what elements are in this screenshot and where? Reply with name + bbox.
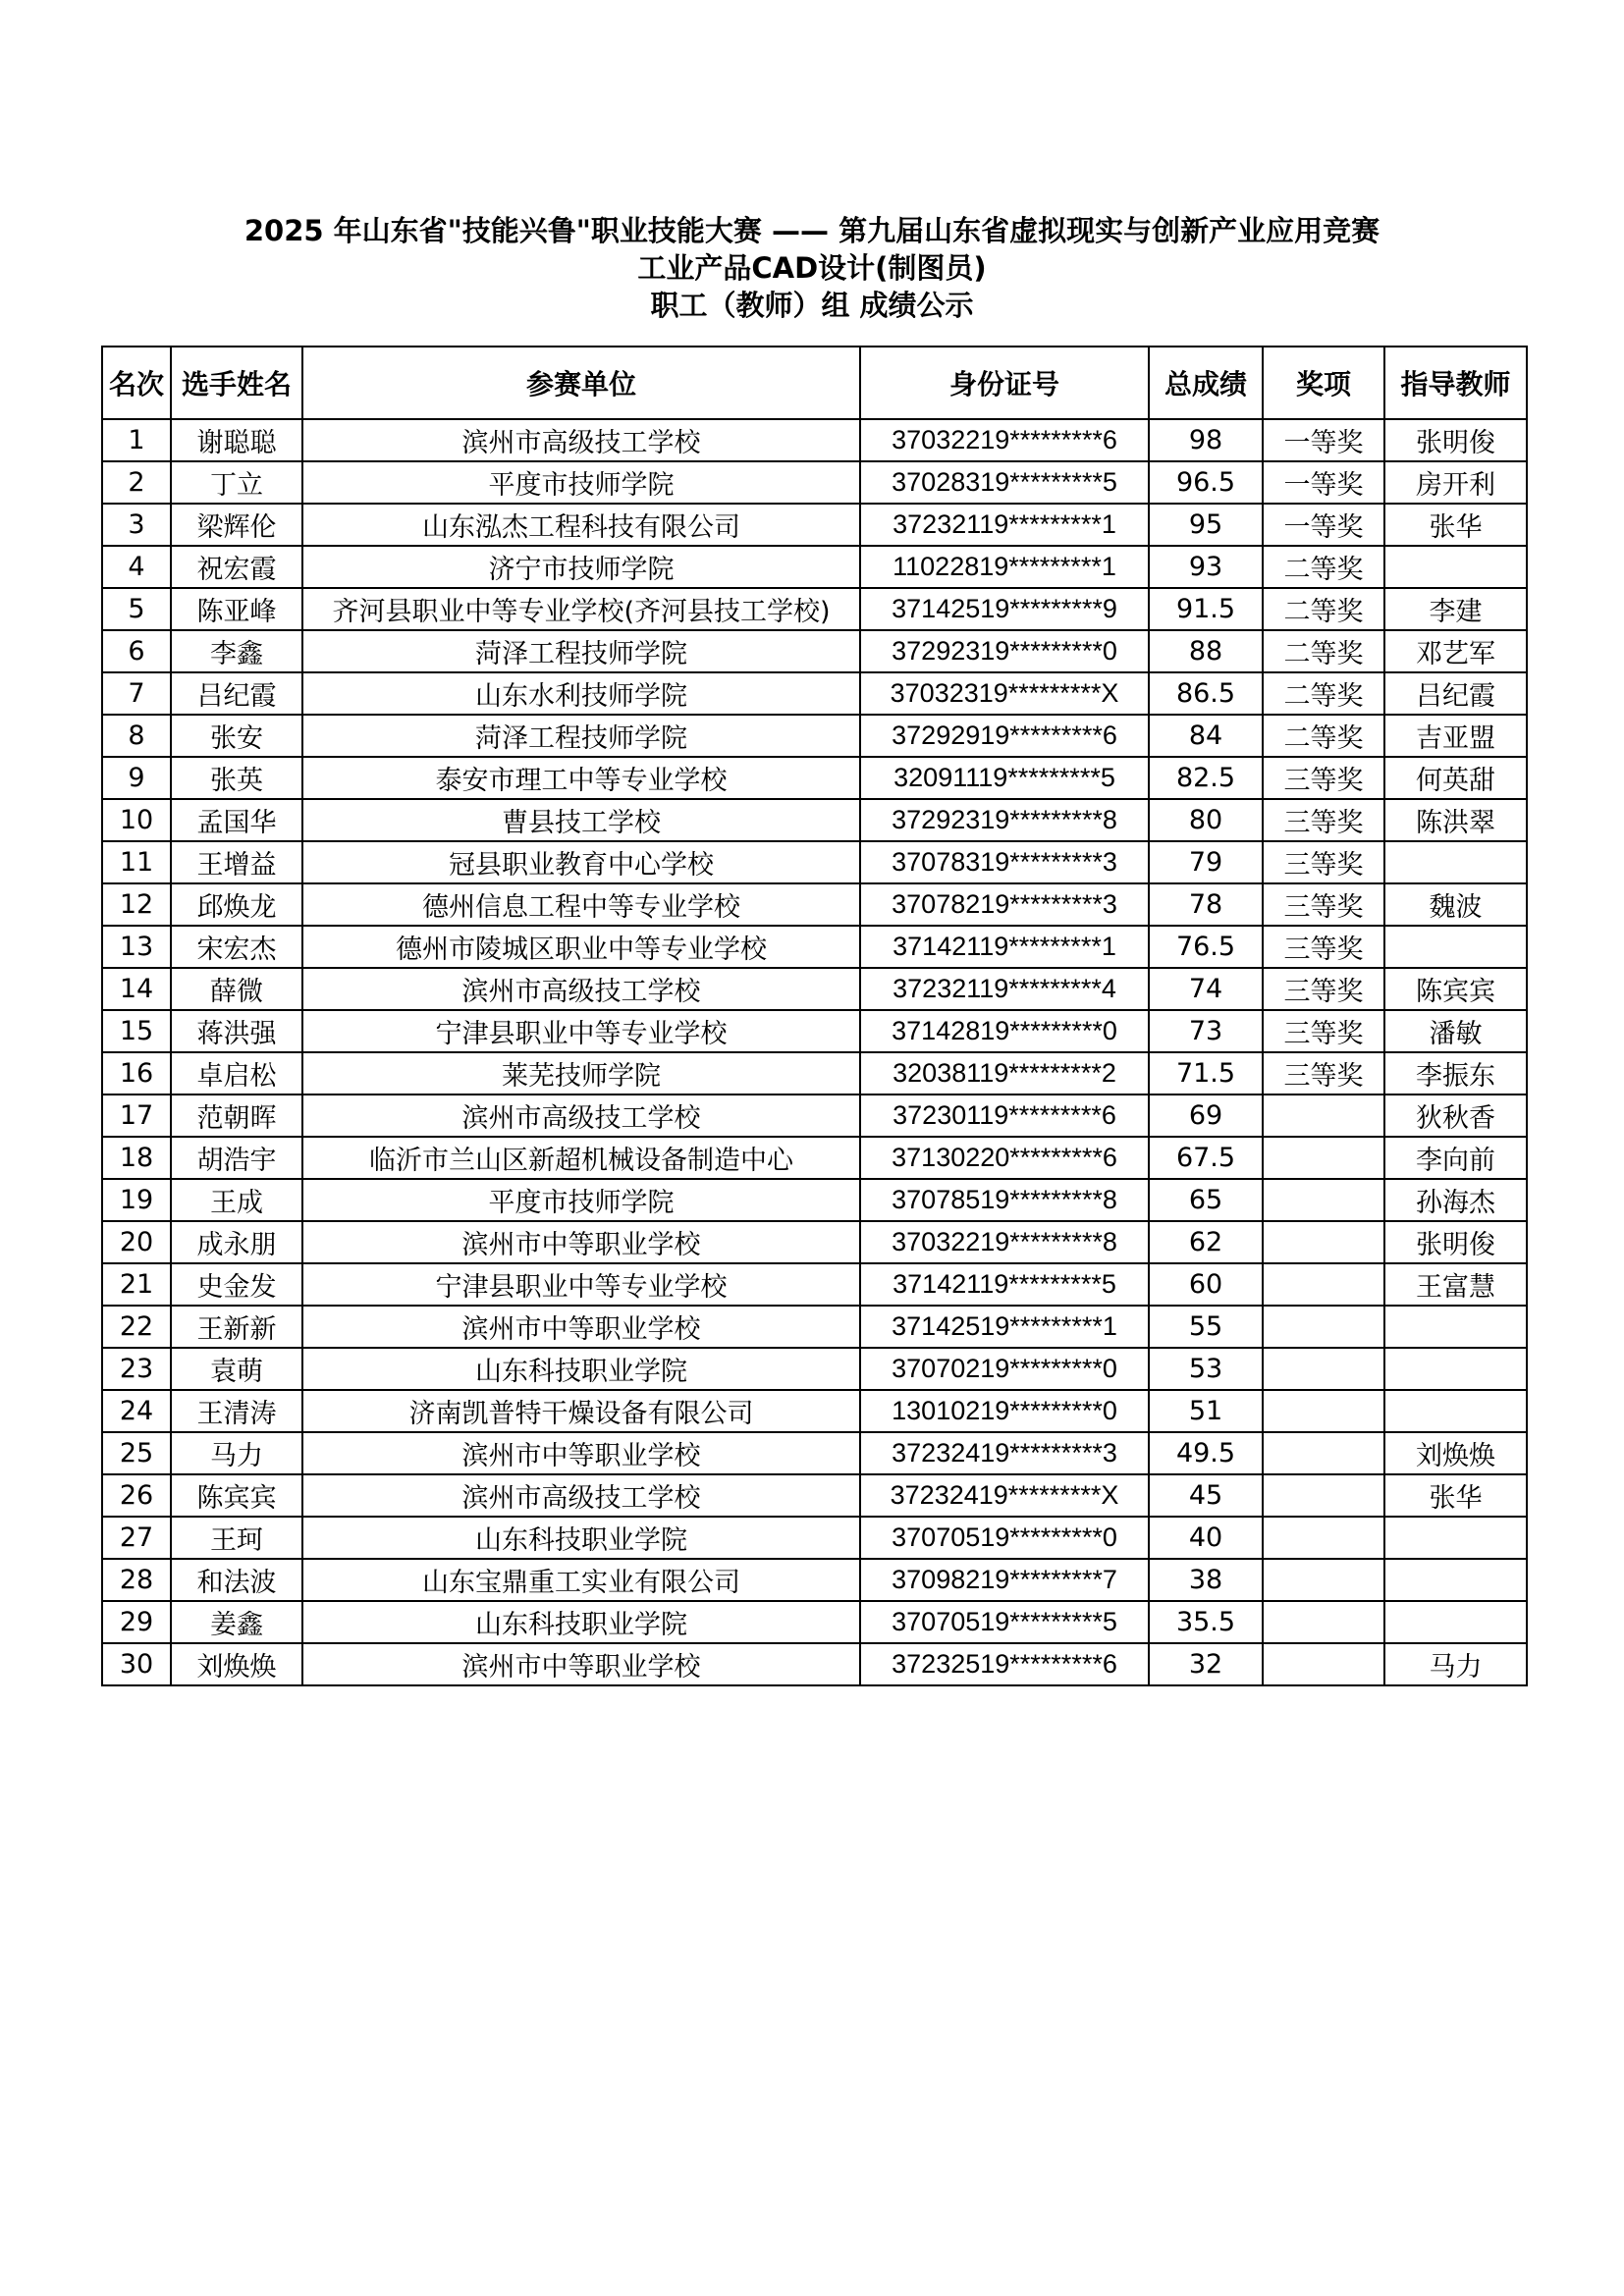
table-row <box>102 926 1527 968</box>
cell-rank: 6 <box>102 630 171 672</box>
cell-unit: 德州信息工程中等专业学校 <box>302 883 860 926</box>
table-row <box>102 546 1527 588</box>
cell-score: 82.5 <box>1149 757 1263 799</box>
cell-name: 胡浩宇 <box>171 1137 302 1179</box>
cell-id-number: 37142819*********0 <box>860 1010 1149 1052</box>
cell-unit: 山东科技职业学院 <box>302 1601 860 1643</box>
table-row <box>102 504 1527 546</box>
cell-unit: 山东科技职业学院 <box>302 1348 860 1390</box>
cell-teacher <box>1384 1559 1527 1601</box>
cell-score: 84 <box>1149 715 1263 757</box>
header-id: 身份证号 <box>860 347 1149 419</box>
cell-rank: 20 <box>102 1221 171 1263</box>
header-score: 总成绩 <box>1149 347 1263 419</box>
cell-id-number: 37078519*********8 <box>860 1179 1149 1221</box>
cell-id-number: 37098219*********7 <box>860 1559 1149 1601</box>
cell-score: 55 <box>1149 1306 1263 1348</box>
cell-award: 三等奖 <box>1263 968 1384 1010</box>
cell-id-number: 11022819*********1 <box>860 546 1149 588</box>
table-header-row <box>102 347 1527 419</box>
cell-award: 三等奖 <box>1263 1052 1384 1095</box>
cell-award <box>1263 1137 1384 1179</box>
header-name: 选手姓名 <box>171 347 302 419</box>
cell-rank: 24 <box>102 1390 171 1432</box>
cell-name: 吕纪霞 <box>171 672 302 715</box>
cell-teacher: 李向前 <box>1384 1137 1527 1179</box>
cell-score: 91.5 <box>1149 588 1263 630</box>
table-row <box>102 1517 1527 1559</box>
cell-unit: 冠县职业教育中心学校 <box>302 841 860 883</box>
cell-award: 二等奖 <box>1263 672 1384 715</box>
cell-teacher: 张明俊 <box>1384 419 1527 461</box>
cell-score: 53 <box>1149 1348 1263 1390</box>
table-row <box>102 715 1527 757</box>
table-row <box>102 419 1527 461</box>
cell-name: 王清涛 <box>171 1390 302 1432</box>
cell-score: 79 <box>1149 841 1263 883</box>
cell-rank: 9 <box>102 757 171 799</box>
cell-score: 93 <box>1149 546 1263 588</box>
table-row <box>102 630 1527 672</box>
cell-name: 谢聪聪 <box>171 419 302 461</box>
cell-teacher: 张华 <box>1384 1474 1527 1517</box>
cell-teacher: 马力 <box>1384 1643 1527 1685</box>
cell-rank: 30 <box>102 1643 171 1685</box>
cell-id-number: 37230119*********6 <box>860 1095 1149 1137</box>
cell-teacher: 吕纪霞 <box>1384 672 1527 715</box>
cell-unit: 曹县技工学校 <box>302 799 860 841</box>
cell-name: 范朝晖 <box>171 1095 302 1137</box>
cell-teacher: 潘敏 <box>1384 1010 1527 1052</box>
table-row <box>102 1348 1527 1390</box>
results-table-body <box>102 419 1527 1685</box>
cell-unit: 山东科技职业学院 <box>302 1517 860 1559</box>
cell-id-number: 37232419*********3 <box>860 1432 1149 1474</box>
cell-teacher: 陈洪翠 <box>1384 799 1527 841</box>
table-row <box>102 672 1527 715</box>
table-row <box>102 588 1527 630</box>
cell-id-number: 37232419*********X <box>860 1474 1149 1517</box>
cell-award <box>1263 1263 1384 1306</box>
cell-rank: 17 <box>102 1095 171 1137</box>
cell-unit: 滨州市高级技工学校 <box>302 968 860 1010</box>
cell-award: 一等奖 <box>1263 504 1384 546</box>
cell-rank: 29 <box>102 1601 171 1643</box>
cell-id-number: 37292919*********6 <box>860 715 1149 757</box>
cell-id-number: 37292319*********0 <box>860 630 1149 672</box>
cell-unit: 齐河县职业中等专业学校(齐河县技工学校) <box>302 588 860 630</box>
cell-teacher: 刘焕焕 <box>1384 1432 1527 1474</box>
cell-score: 95 <box>1149 504 1263 546</box>
cell-award <box>1263 1517 1384 1559</box>
cell-name: 宋宏杰 <box>171 926 302 968</box>
cell-award: 三等奖 <box>1263 799 1384 841</box>
cell-name: 刘焕焕 <box>171 1643 302 1685</box>
table-row <box>102 1179 1527 1221</box>
cell-unit: 济南凯普特干燥设备有限公司 <box>302 1390 860 1432</box>
cell-id-number: 37032319*********X <box>860 672 1149 715</box>
cell-rank: 13 <box>102 926 171 968</box>
cell-score: 88 <box>1149 630 1263 672</box>
table-row <box>102 883 1527 926</box>
cell-unit: 山东水利技师学院 <box>302 672 860 715</box>
cell-teacher: 何英甜 <box>1384 757 1527 799</box>
cell-score: 74 <box>1149 968 1263 1010</box>
cell-award: 二等奖 <box>1263 715 1384 757</box>
cell-unit: 宁津县职业中等专业学校 <box>302 1010 860 1052</box>
cell-award <box>1263 1095 1384 1137</box>
cell-id-number: 13010219*********0 <box>860 1390 1149 1432</box>
title-line-1: 2025 年山东省"技能兴鲁"职业技能大赛 —— 第九届山东省虚拟现实与创新产业应用竞赛 <box>244 214 1380 247</box>
cell-unit: 菏泽工程技师学院 <box>302 630 860 672</box>
cell-teacher <box>1384 1517 1527 1559</box>
cell-award <box>1263 1179 1384 1221</box>
cell-id-number: 37292319*********8 <box>860 799 1149 841</box>
cell-id-number: 37142519*********9 <box>860 588 1149 630</box>
cell-teacher <box>1384 546 1527 588</box>
table-row <box>102 1010 1527 1052</box>
cell-unit: 德州市陵城区职业中等专业学校 <box>302 926 860 968</box>
cell-id-number: 37070219*********0 <box>860 1348 1149 1390</box>
cell-teacher <box>1384 926 1527 968</box>
cell-teacher: 王富慧 <box>1384 1263 1527 1306</box>
cell-name: 蒋洪强 <box>171 1010 302 1052</box>
cell-unit: 滨州市中等职业学校 <box>302 1432 860 1474</box>
cell-score: 80 <box>1149 799 1263 841</box>
table-row <box>102 841 1527 883</box>
cell-teacher: 张明俊 <box>1384 1221 1527 1263</box>
cell-id-number: 37142119*********1 <box>860 926 1149 968</box>
cell-award: 三等奖 <box>1263 757 1384 799</box>
cell-name: 张安 <box>171 715 302 757</box>
cell-name: 张英 <box>171 757 302 799</box>
cell-award <box>1263 1474 1384 1517</box>
cell-id-number: 32091119*********5 <box>860 757 1149 799</box>
cell-id-number: 37232519*********6 <box>860 1643 1149 1685</box>
cell-unit: 滨州市高级技工学校 <box>302 419 860 461</box>
cell-teacher: 李建 <box>1384 588 1527 630</box>
cell-rank: 28 <box>102 1559 171 1601</box>
cell-score: 78 <box>1149 883 1263 926</box>
cell-award: 一等奖 <box>1263 461 1384 504</box>
cell-rank: 25 <box>102 1432 171 1474</box>
cell-name: 薛微 <box>171 968 302 1010</box>
cell-id-number: 37232119*********1 <box>860 504 1149 546</box>
cell-award <box>1263 1306 1384 1348</box>
cell-score: 71.5 <box>1149 1052 1263 1095</box>
cell-teacher <box>1384 1348 1527 1390</box>
cell-rank: 16 <box>102 1052 171 1095</box>
cell-rank: 23 <box>102 1348 171 1390</box>
table-row <box>102 1474 1527 1517</box>
cell-award <box>1263 1390 1384 1432</box>
table-row <box>102 799 1527 841</box>
cell-rank: 10 <box>102 799 171 841</box>
cell-id-number: 37078219*********3 <box>860 883 1149 926</box>
cell-id-number: 37142119*********5 <box>860 1263 1149 1306</box>
cell-award <box>1263 1601 1384 1643</box>
table-row <box>102 1432 1527 1474</box>
cell-score: 65 <box>1149 1179 1263 1221</box>
cell-name: 李鑫 <box>171 630 302 672</box>
cell-score: 76.5 <box>1149 926 1263 968</box>
cell-name: 姜鑫 <box>171 1601 302 1643</box>
cell-score: 67.5 <box>1149 1137 1263 1179</box>
cell-score: 60 <box>1149 1263 1263 1306</box>
cell-name: 陈亚峰 <box>171 588 302 630</box>
cell-score: 98 <box>1149 419 1263 461</box>
cell-rank: 12 <box>102 883 171 926</box>
cell-score: 35.5 <box>1149 1601 1263 1643</box>
results-table <box>101 346 1528 1686</box>
table-row <box>102 1137 1527 1179</box>
cell-rank: 19 <box>102 1179 171 1221</box>
cell-teacher <box>1384 1306 1527 1348</box>
cell-id-number: 37142519*********1 <box>860 1306 1149 1348</box>
cell-rank: 26 <box>102 1474 171 1517</box>
cell-unit: 滨州市中等职业学校 <box>302 1643 860 1685</box>
cell-id-number: 37032219*********8 <box>860 1221 1149 1263</box>
cell-rank: 1 <box>102 419 171 461</box>
cell-teacher: 张华 <box>1384 504 1527 546</box>
cell-score: 86.5 <box>1149 672 1263 715</box>
cell-rank: 2 <box>102 461 171 504</box>
cell-id-number: 32038119*********2 <box>860 1052 1149 1095</box>
cell-teacher: 陈宾宾 <box>1384 968 1527 1010</box>
cell-name: 丁立 <box>171 461 302 504</box>
cell-name: 王增益 <box>171 841 302 883</box>
cell-unit: 滨州市中等职业学校 <box>302 1221 860 1263</box>
cell-id-number: 37028319*********5 <box>860 461 1149 504</box>
cell-name: 和法波 <box>171 1559 302 1601</box>
header-teacher: 指导教师 <box>1384 347 1527 419</box>
cell-teacher: 李振东 <box>1384 1052 1527 1095</box>
header-award: 奖项 <box>1263 347 1384 419</box>
cell-name: 卓启松 <box>171 1052 302 1095</box>
cell-teacher: 房开利 <box>1384 461 1527 504</box>
cell-name: 梁辉伦 <box>171 504 302 546</box>
cell-teacher: 吉亚盟 <box>1384 715 1527 757</box>
cell-award <box>1263 1559 1384 1601</box>
cell-score: 38 <box>1149 1559 1263 1601</box>
cell-unit: 莱芜技师学院 <box>302 1052 860 1095</box>
header-unit: 参赛单位 <box>302 347 860 419</box>
cell-name: 王新新 <box>171 1306 302 1348</box>
cell-award <box>1263 1348 1384 1390</box>
cell-teacher <box>1384 1390 1527 1432</box>
cell-rank: 5 <box>102 588 171 630</box>
table-row <box>102 968 1527 1010</box>
cell-rank: 4 <box>102 546 171 588</box>
title-line-2: 工业产品CAD设计(制图员) <box>637 251 987 285</box>
cell-unit: 宁津县职业中等专业学校 <box>302 1263 860 1306</box>
cell-rank: 21 <box>102 1263 171 1306</box>
cell-rank: 11 <box>102 841 171 883</box>
cell-unit: 菏泽工程技师学院 <box>302 715 860 757</box>
cell-rank: 22 <box>102 1306 171 1348</box>
cell-score: 40 <box>1149 1517 1263 1559</box>
cell-id-number: 37232119*********4 <box>860 968 1149 1010</box>
cell-award: 一等奖 <box>1263 419 1384 461</box>
cell-name: 史金发 <box>171 1263 302 1306</box>
cell-award: 三等奖 <box>1263 926 1384 968</box>
cell-unit: 平度市技师学院 <box>302 461 860 504</box>
document-title-block <box>0 212 1624 324</box>
cell-unit: 滨州市高级技工学校 <box>302 1095 860 1137</box>
cell-name: 王珂 <box>171 1517 302 1559</box>
cell-name: 袁萌 <box>171 1348 302 1390</box>
cell-unit: 济宁市技师学院 <box>302 546 860 588</box>
cell-award <box>1263 1432 1384 1474</box>
cell-name: 马力 <box>171 1432 302 1474</box>
table-row <box>102 1221 1527 1263</box>
cell-unit: 山东泓杰工程科技有限公司 <box>302 504 860 546</box>
cell-id-number: 37032219*********6 <box>860 419 1149 461</box>
cell-unit: 滨州市中等职业学校 <box>302 1306 860 1348</box>
cell-score: 51 <box>1149 1390 1263 1432</box>
cell-id-number: 37070519*********5 <box>860 1601 1149 1643</box>
cell-name: 王成 <box>171 1179 302 1221</box>
table-row <box>102 1601 1527 1643</box>
cell-teacher: 孙海杰 <box>1384 1179 1527 1221</box>
cell-award: 三等奖 <box>1263 883 1384 926</box>
cell-unit: 滨州市高级技工学校 <box>302 1474 860 1517</box>
table-row <box>102 1052 1527 1095</box>
cell-id-number: 37130220*********6 <box>860 1137 1149 1179</box>
cell-rank: 7 <box>102 672 171 715</box>
header-rank: 名次 <box>102 347 171 419</box>
cell-score: 73 <box>1149 1010 1263 1052</box>
title-line-3: 职工（教师）组 成绩公示 <box>650 289 974 322</box>
cell-score: 62 <box>1149 1221 1263 1263</box>
cell-rank: 8 <box>102 715 171 757</box>
cell-unit: 山东宝鼎重工实业有限公司 <box>302 1559 860 1601</box>
cell-name: 邱焕龙 <box>171 883 302 926</box>
table-row <box>102 461 1527 504</box>
cell-name: 成永朋 <box>171 1221 302 1263</box>
cell-id-number: 37070519*********0 <box>860 1517 1149 1559</box>
cell-rank: 3 <box>102 504 171 546</box>
cell-award: 三等奖 <box>1263 1010 1384 1052</box>
cell-rank: 15 <box>102 1010 171 1052</box>
cell-teacher: 魏波 <box>1384 883 1527 926</box>
cell-rank: 18 <box>102 1137 171 1179</box>
table-row <box>102 1263 1527 1306</box>
cell-award <box>1263 1643 1384 1685</box>
cell-teacher <box>1384 1601 1527 1643</box>
cell-id-number: 37078319*********3 <box>860 841 1149 883</box>
cell-unit: 临沂市兰山区新超机械设备制造中心 <box>302 1137 860 1179</box>
cell-award: 三等奖 <box>1263 841 1384 883</box>
cell-score: 69 <box>1149 1095 1263 1137</box>
cell-unit: 平度市技师学院 <box>302 1179 860 1221</box>
cell-award: 二等奖 <box>1263 588 1384 630</box>
cell-rank: 14 <box>102 968 171 1010</box>
cell-award: 二等奖 <box>1263 630 1384 672</box>
cell-award <box>1263 1221 1384 1263</box>
cell-teacher: 邓艺军 <box>1384 630 1527 672</box>
table-row <box>102 1306 1527 1348</box>
cell-name: 陈宾宾 <box>171 1474 302 1517</box>
cell-name: 孟国华 <box>171 799 302 841</box>
cell-unit: 泰安市理工中等专业学校 <box>302 757 860 799</box>
cell-rank: 27 <box>102 1517 171 1559</box>
cell-name: 祝宏霞 <box>171 546 302 588</box>
cell-teacher <box>1384 841 1527 883</box>
cell-score: 96.5 <box>1149 461 1263 504</box>
table-row <box>102 757 1527 799</box>
cell-score: 32 <box>1149 1643 1263 1685</box>
cell-score: 45 <box>1149 1474 1263 1517</box>
cell-score: 49.5 <box>1149 1432 1263 1474</box>
table-row <box>102 1559 1527 1601</box>
cell-teacher: 狄秋香 <box>1384 1095 1527 1137</box>
cell-award: 二等奖 <box>1263 546 1384 588</box>
table-row <box>102 1095 1527 1137</box>
table-row <box>102 1643 1527 1685</box>
table-row <box>102 1390 1527 1432</box>
